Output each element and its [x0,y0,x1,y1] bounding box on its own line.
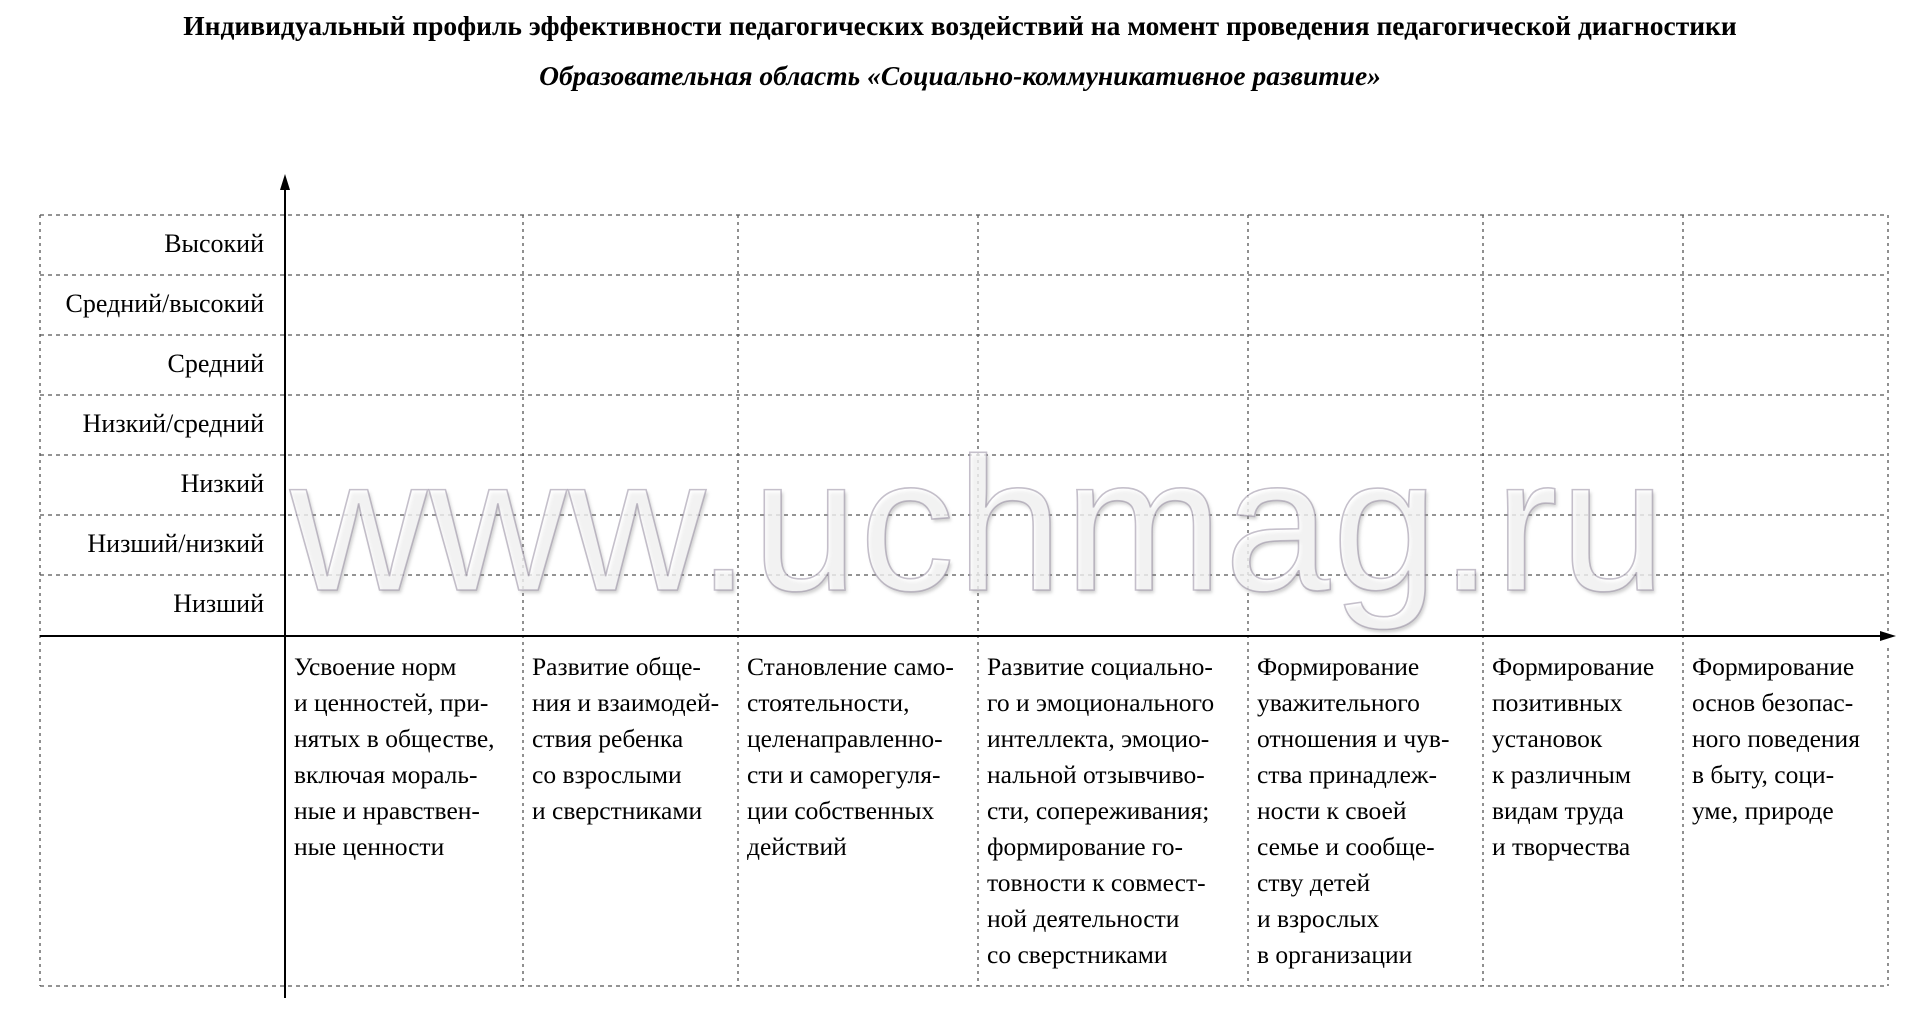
category-line: ные ценности [294,832,445,861]
category-line: ные и нравствен- [294,796,480,825]
page-title: Индивидуальный профиль эффективности педагогических воздействий на момент проведения педагогической диагностики [183,10,1737,41]
category-label [1692,649,1860,829]
category-line: Становление само- [747,652,954,681]
category-line: ствия ребенка [532,724,684,753]
category-line: ности к своей [1257,796,1407,825]
level-label: Низкий [180,469,264,498]
level-label: Высокий [164,229,264,258]
level-label: Низкий/средний [82,409,264,438]
category-line: и ценностей, при- [294,688,489,717]
category-line: отношения и чув- [1257,724,1450,753]
category-line: Развитие обще- [532,652,701,681]
category-line: сти, сопереживания; [987,796,1210,825]
x-axis-arrow-icon [1880,631,1896,641]
category-line: уме, природе [1692,796,1834,825]
category-line: Формирование [1492,652,1655,681]
category-label [747,649,954,865]
category-line: семье и сообще- [1257,832,1435,861]
category-line: нальной отзывчиво- [987,760,1205,789]
page-subtitle: Образовательная область «Социально-коммуникативное развитие» [539,60,1381,91]
level-label: Средний/высокий [65,289,264,318]
category-line: основ безопас- [1692,688,1854,717]
category-line: ции собственных [747,796,935,825]
category-line: Развитие социально- [987,652,1213,681]
category-label [294,649,495,865]
y-axis-arrow-icon [280,174,290,190]
watermark-text: www.uchmag.ru [290,419,1668,631]
category-line: ства принадлеж- [1257,760,1437,789]
level-label: Средний [167,349,264,378]
category-line: позитивных [1492,688,1623,717]
category-line: включая мораль- [294,760,478,789]
category-label [1257,649,1449,973]
category-line: ству детей [1257,868,1371,897]
category-line: Формирование [1692,652,1855,681]
category-line: в организации [1257,940,1413,969]
category-line: в быту, соци- [1692,760,1835,789]
category-line: Формирование [1257,652,1420,681]
category-line: и взрослых [1257,904,1380,933]
category-line: со сверстниками [987,940,1168,969]
category-line: товности к совмест- [987,868,1206,897]
category-line: интеллекта, эмоцио- [987,724,1210,753]
category-line: Усвоение норм [294,652,457,681]
category-line: к различным [1492,760,1632,789]
level-label: Низший [173,589,264,618]
category-line: формирование го- [987,832,1183,861]
category-line: ного поведения [1692,724,1860,753]
category-line: ния и взаимодей- [532,688,720,717]
category-line: со взрослыми [532,760,682,789]
category-line: и сверстниками [532,796,703,825]
level-label: Низший/низкий [87,529,264,558]
category-label [532,649,719,829]
category-line: ной деятельности [987,904,1180,933]
category-line: и творчества [1492,832,1631,861]
category-line: действий [747,832,847,861]
category-line: видам труда [1492,796,1624,825]
category-line: нятых в обществе, [294,724,495,753]
category-line: го и эмоционального [987,688,1215,717]
category-line: целенаправленно- [747,724,943,753]
category-line: стоятельности, [747,688,910,717]
category-line: уважительного [1257,688,1420,717]
category-label [987,649,1214,973]
category-line: сти и саморегуля- [747,760,941,789]
category-line: установок [1492,724,1603,753]
category-label [1492,649,1654,865]
